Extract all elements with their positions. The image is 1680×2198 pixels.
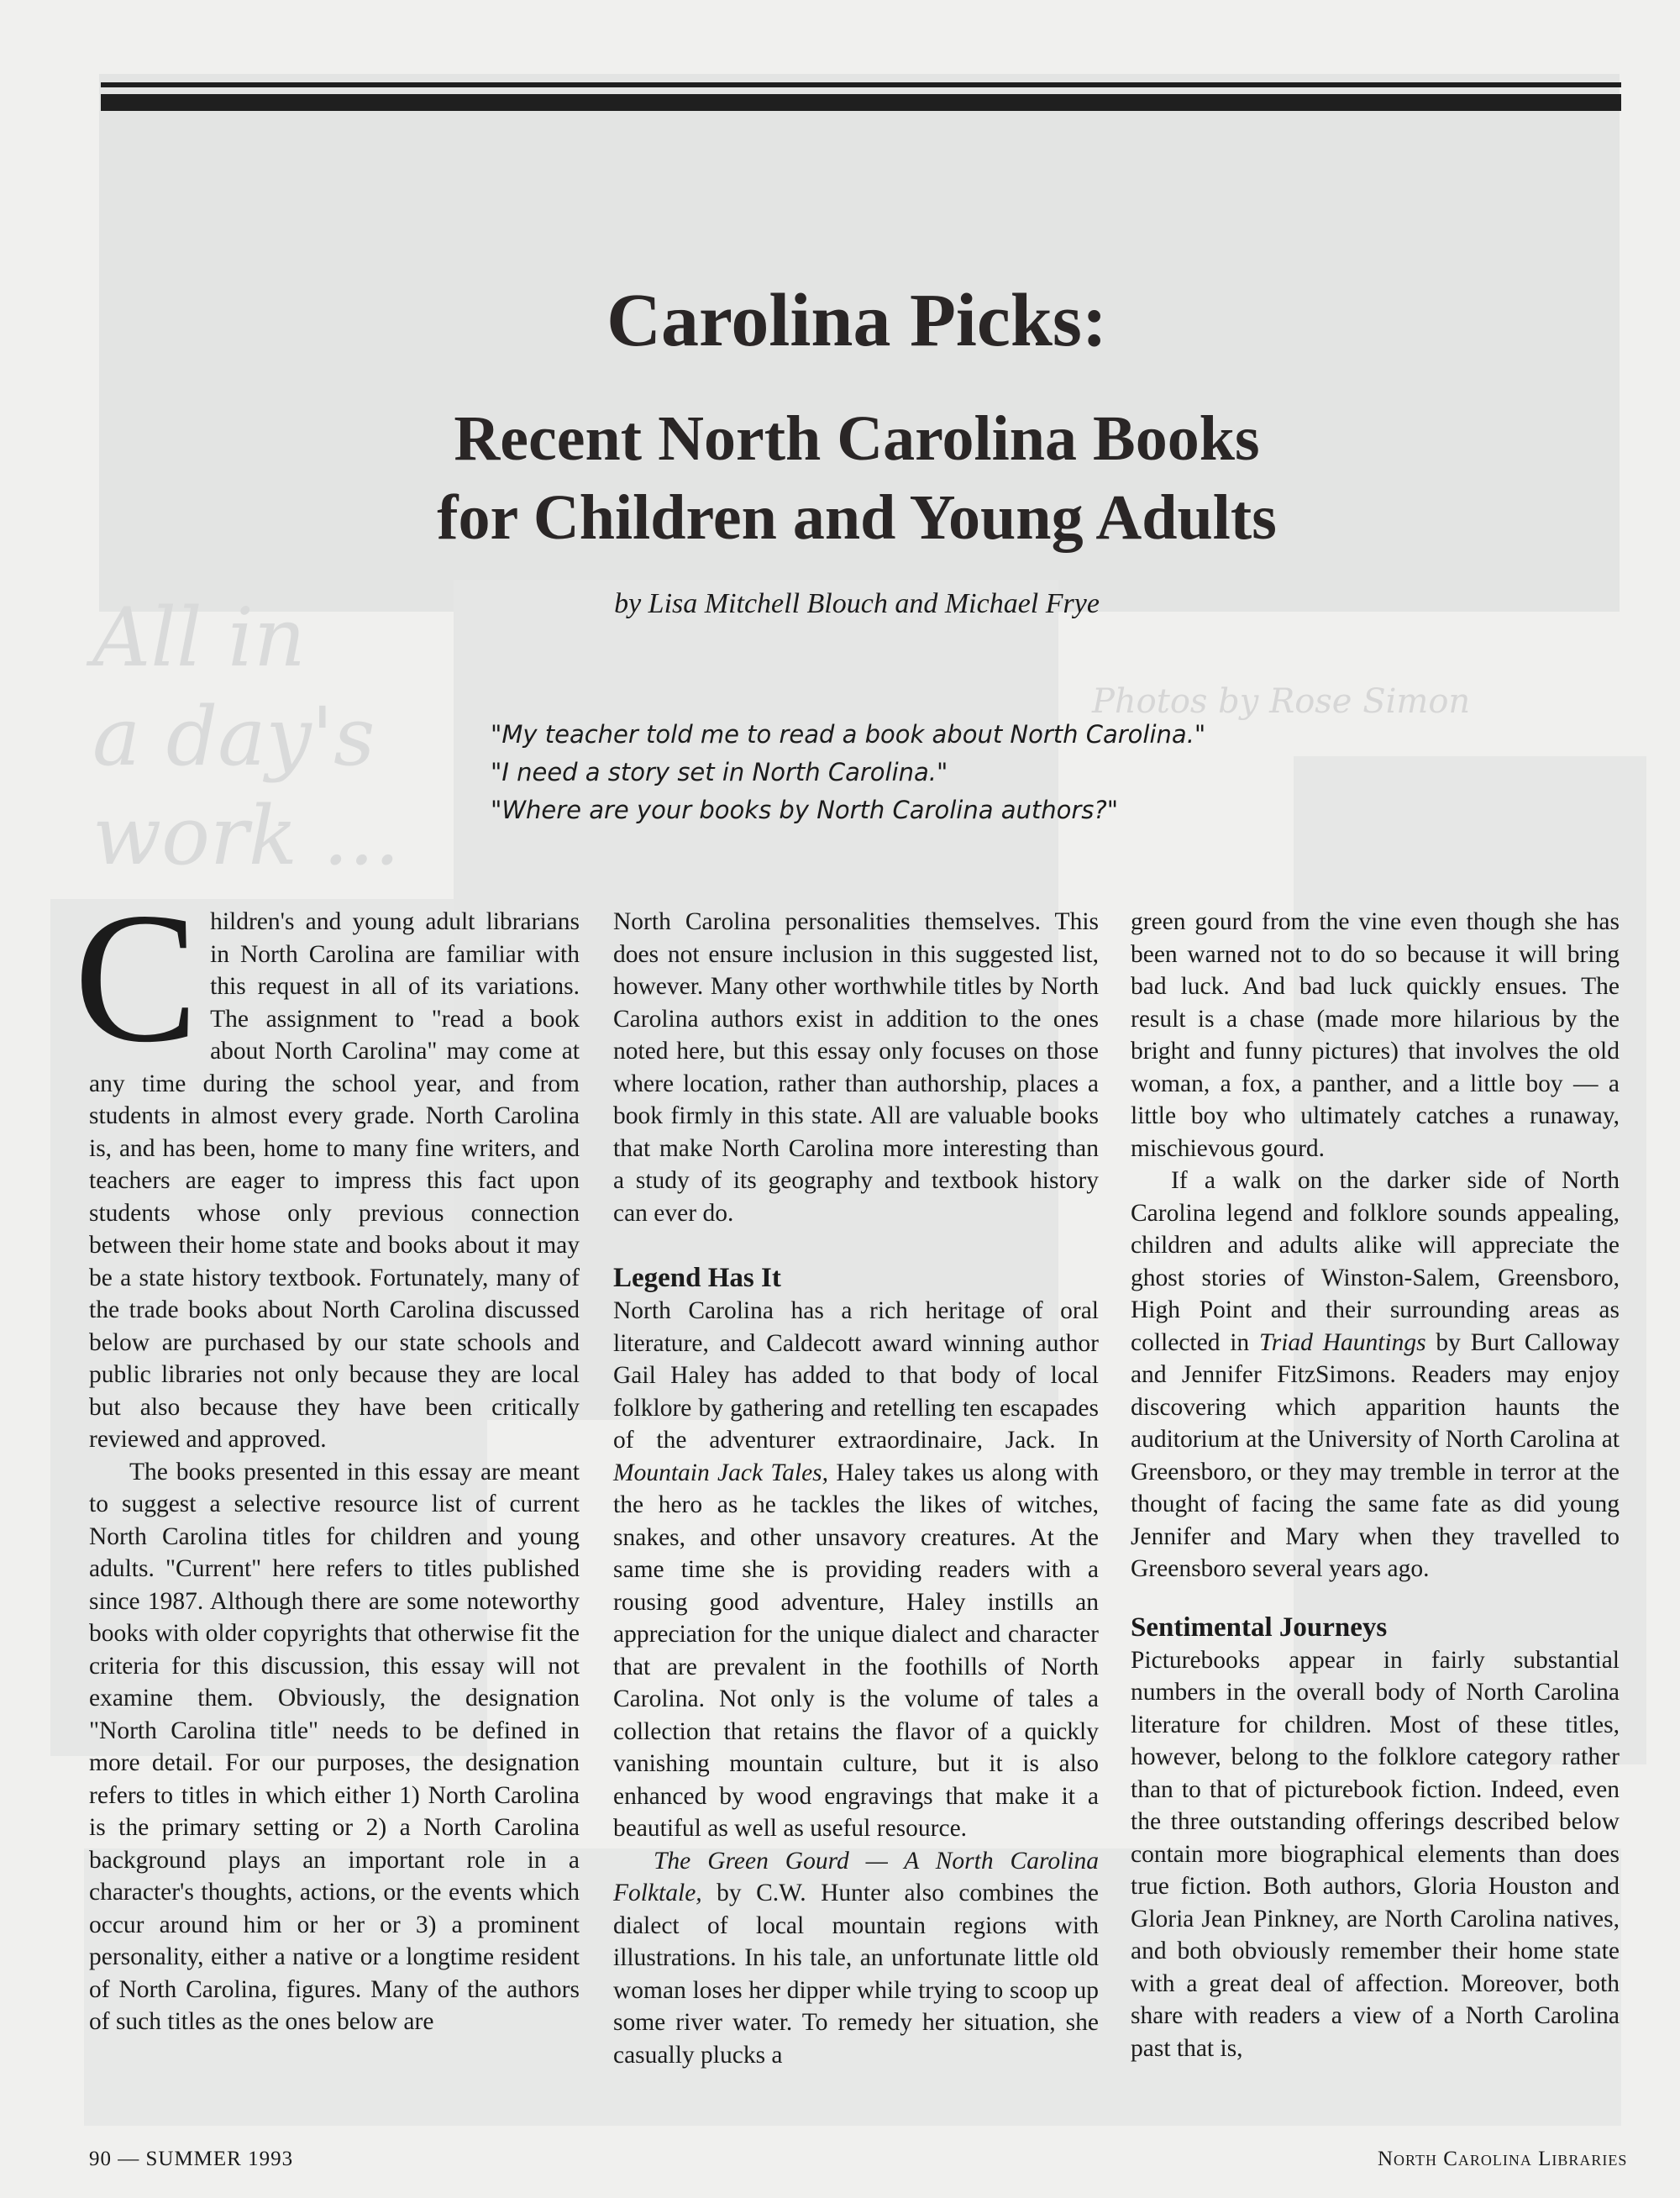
background-caption: Photos by Rose Simon xyxy=(1092,682,1471,721)
article-column-3 xyxy=(1131,906,1620,2064)
book-title: The Green Gourd — A North Carolina Folktale, xyxy=(613,1847,1099,1906)
book-title: Mountain Jack Tales, xyxy=(613,1459,829,1486)
footer-page-info: 90 — SUMMER 1993 xyxy=(89,2148,294,2170)
book-title: Triad Hauntings xyxy=(1258,1328,1426,1356)
paragraph: The books presented in this essay are meant to suggest a selective resource list of current North Carolina titles for children and young adults. "Current" here refers to titles published since 1987. Although there are some noteworthy books with older copyrights that otherwise fit the criteria for this discussion, this essay will not examine them. Obviously, the designation "North Carolina title" needs to be defined in more detail. For our purposes, the designation refers to titles in which either 1) North Carolina is the primary setting or 2) a North Carolina background plays an important role in a character's thoughts, actions, or the events which occur around him or her or 3) a prominent personality, either a native or a longtime resident of North Carolina, figures. Many of the authors of such titles as the ones below are xyxy=(89,1458,580,2035)
drop-cap: C xyxy=(74,875,199,1081)
quote-line: "My teacher told me to read a book about North Carolina." xyxy=(491,720,1206,749)
page-title: Carolina Picks: xyxy=(606,279,1107,362)
byline: by Lisa Mitchell Blouch and Michael Frye xyxy=(614,588,1100,619)
subtitle-line-1: Recent North Carolina Books xyxy=(454,403,1260,474)
paragraph: green gourd from the vine even though she has been warned not to do so because it will bring bad luck. And bad luck quickly ensues. The result is a chase (made more hilarious by the bright and funny pictures) that involves the old woman, a fox, a panther, and a little boy — a little boy who ultimately catches a runaway, mischievous gourd. xyxy=(1131,908,1620,1162)
paragraph: North Carolina has a rich heritage of oral literature, and Caldecott award winning author Gail Haley has added to that body of local folklore by gathering and retelling ten escapades of the adventurer extraordinaire, Jack. In Mountain Jack Tales, Haley takes us along with the hero as he tackles the likes of witches, snakes, and other unsavory creatures. At the same time she is providing readers with a rousing good adventure, Haley instills an appreciation for the unique dialect and character that are prevalent in the foothills of North Carolina. Not only is the volume of tales a collection that retains the flavor of a quickly vanishing mountain culture, but it is also enhanced by wood engravings that make it a beautiful as well as useful resource. xyxy=(613,1297,1099,1842)
section-heading-legend: Legend Has It xyxy=(613,1263,781,1293)
page-subtitle xyxy=(0,399,1680,557)
background-ghost-text: All in a day's work ... xyxy=(92,591,401,883)
paragraph: If a walk on the darker side of North Carolina legend and folklore sounds appealing, children and adults alike will appreciate the ghost stories of Winston-Salem, Greensboro, High Point and their surrounding areas as collected in Triad Hauntings by Burt Calloway and Jennifer FitzSimons. Readers may enjoy discovering which apparition haunts the auditorium at the University of North Carolina at Greensboro, or they may tremble in terror at the thought of facing the same fate as did young Jennifer and Mary when they travelled to Greensboro several years ago. xyxy=(1131,1167,1620,1582)
top-rule-thick xyxy=(101,94,1621,111)
quote-line: "I need a story set in North Carolina." xyxy=(491,758,948,786)
paragraph: Children's and young adult librarians in North Carolina are familiar with this request in all of its variations. The assignment to "read a book about North Carolina" may come at any time during the school year, and from students in almost every grade. North Carolina is, and has been, home to many fine writers, and teachers are eager to impress this fact upon students whose only previous connection between their home state and books about it may be a state history textbook. Fortunately, many of the trade books about North Carolina discussed below are purchased by our state schools and public libraries not only because they are local but also because they have been critically reviewed and approved. xyxy=(74,875,580,1453)
paragraph: North Carolina personalities themselves. This does not ensure inclusion in this suggested list, however. Many other worthwhile titles by North Carolina authors exist in addition to the ones noted here, but this essay only focuses on those where location, rather than authorship, places a book firmly in this state. All are valuable books that make North Carolina more interesting than a study of its geography and textbook history can ever do. xyxy=(613,908,1099,1227)
article-column-1 xyxy=(74,875,580,2038)
top-rule-thin xyxy=(101,82,1621,87)
quote-line: "Where are your books by North Carolina authors?" xyxy=(491,796,1119,824)
section-heading-sentimental: Sentimental Journeys xyxy=(1131,1612,1388,1643)
footer-publication: North Carolina Libraries xyxy=(1378,2148,1628,2170)
article-column-2 xyxy=(613,906,1099,2071)
subtitle-line-2: for Children and Young Adults xyxy=(437,482,1277,553)
paragraph: The Green Gourd — A North Carolina Folktale, by C.W. Hunter also combines the dialect of local mountain regions with illustrations. In his tale, an unfortunate little old woman loses her dipper while trying to scoop up some river water. To remedy her situation, she casually plucks a xyxy=(613,1847,1099,2069)
epigraph-quotes xyxy=(491,716,1205,829)
paragraph: Picturebooks appear in fairly substantial numbers in the overall body of North Carolina literature for children. Most of these titles, however, belong to the folklore category rather than to that of picturebook fiction. Indeed, even the three outstanding offerings described below contain more biographical elements than does true fiction. Both authors, Gloria Houston and Gloria Jean Pinkney, are North Carolina natives, and both obviously remember their home state with a great deal of affection. Moreover, both share with readers a view of a North Carolina past that is, xyxy=(1131,1646,1620,2062)
